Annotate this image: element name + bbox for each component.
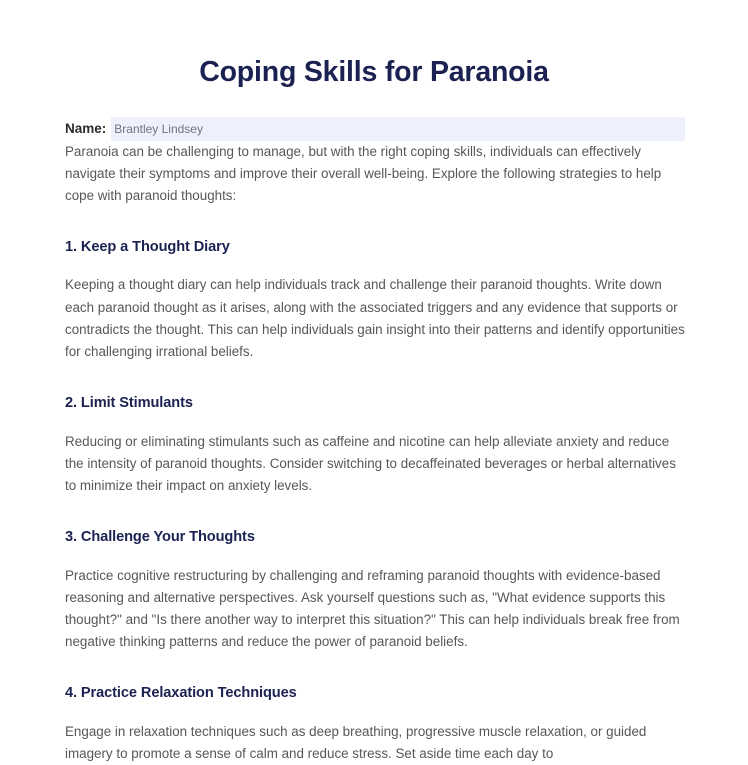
section-heading-2: 2. Limit Stimulants	[65, 394, 193, 411]
section-heading-3: 3. Challenge Your Thoughts	[65, 528, 255, 545]
section-heading-1: 1. Keep a Thought Diary	[65, 238, 230, 255]
section-body-3: Practice cognitive restructuring by challenging and reframing paranoid thoughts with evidence-based reasoning and alternative perspectives. Ask yourself questions such as, "What evidence supports this thought?" and "Is there another way to interpret this situation?" This can help individuals break free from negative thinking patterns and reduce the power of paranoid beliefs.	[65, 567, 680, 650]
name-field-row	[65, 117, 685, 141]
section-heading-4: 4. Practice Relaxation Techniques	[65, 684, 297, 701]
name-label: Name:	[65, 121, 107, 137]
section-body-4: Engage in relaxation techniques such as deep breathing, progressive muscle relaxation, or guided imagery to promote a sense of calm and reduce stress. Set aside time each day to	[65, 723, 647, 761]
section-body-1: Keeping a thought diary can help individuals track and challenge their paranoid thoughts. Write down each paranoid thought as it arises, along with the associated triggers and any evidence that supports or contradicts the thought. This can help individuals gain insight into their patterns and identify opportunities for challenging irrational beliefs.	[65, 277, 685, 360]
name-input[interactable]	[111, 117, 685, 141]
document-content	[0, 117, 748, 765]
section-2	[65, 394, 685, 498]
section-4	[65, 684, 685, 765]
section-body-2: Reducing or eliminating stimulants such as caffeine and nicotine can help alleviate anxiety and reduce the intensity of paranoid thoughts. Consider switching to decaffeinated beverages or herbal alternatives to minimize their impact on anxiety levels.	[65, 433, 676, 494]
name-value: Brantley Lindsey	[114, 121, 203, 136]
intro-paragraph: Paranoia can be challenging to manage, but with the right coping skills, individuals can effectively navigate their symptoms and improve their overall well-being. Explore the following strategies to help cope with paranoid thoughts:	[65, 143, 662, 204]
section-1	[65, 238, 685, 364]
page-title: Coping Skills for Paranoia	[199, 56, 549, 88]
section-3	[65, 528, 685, 654]
